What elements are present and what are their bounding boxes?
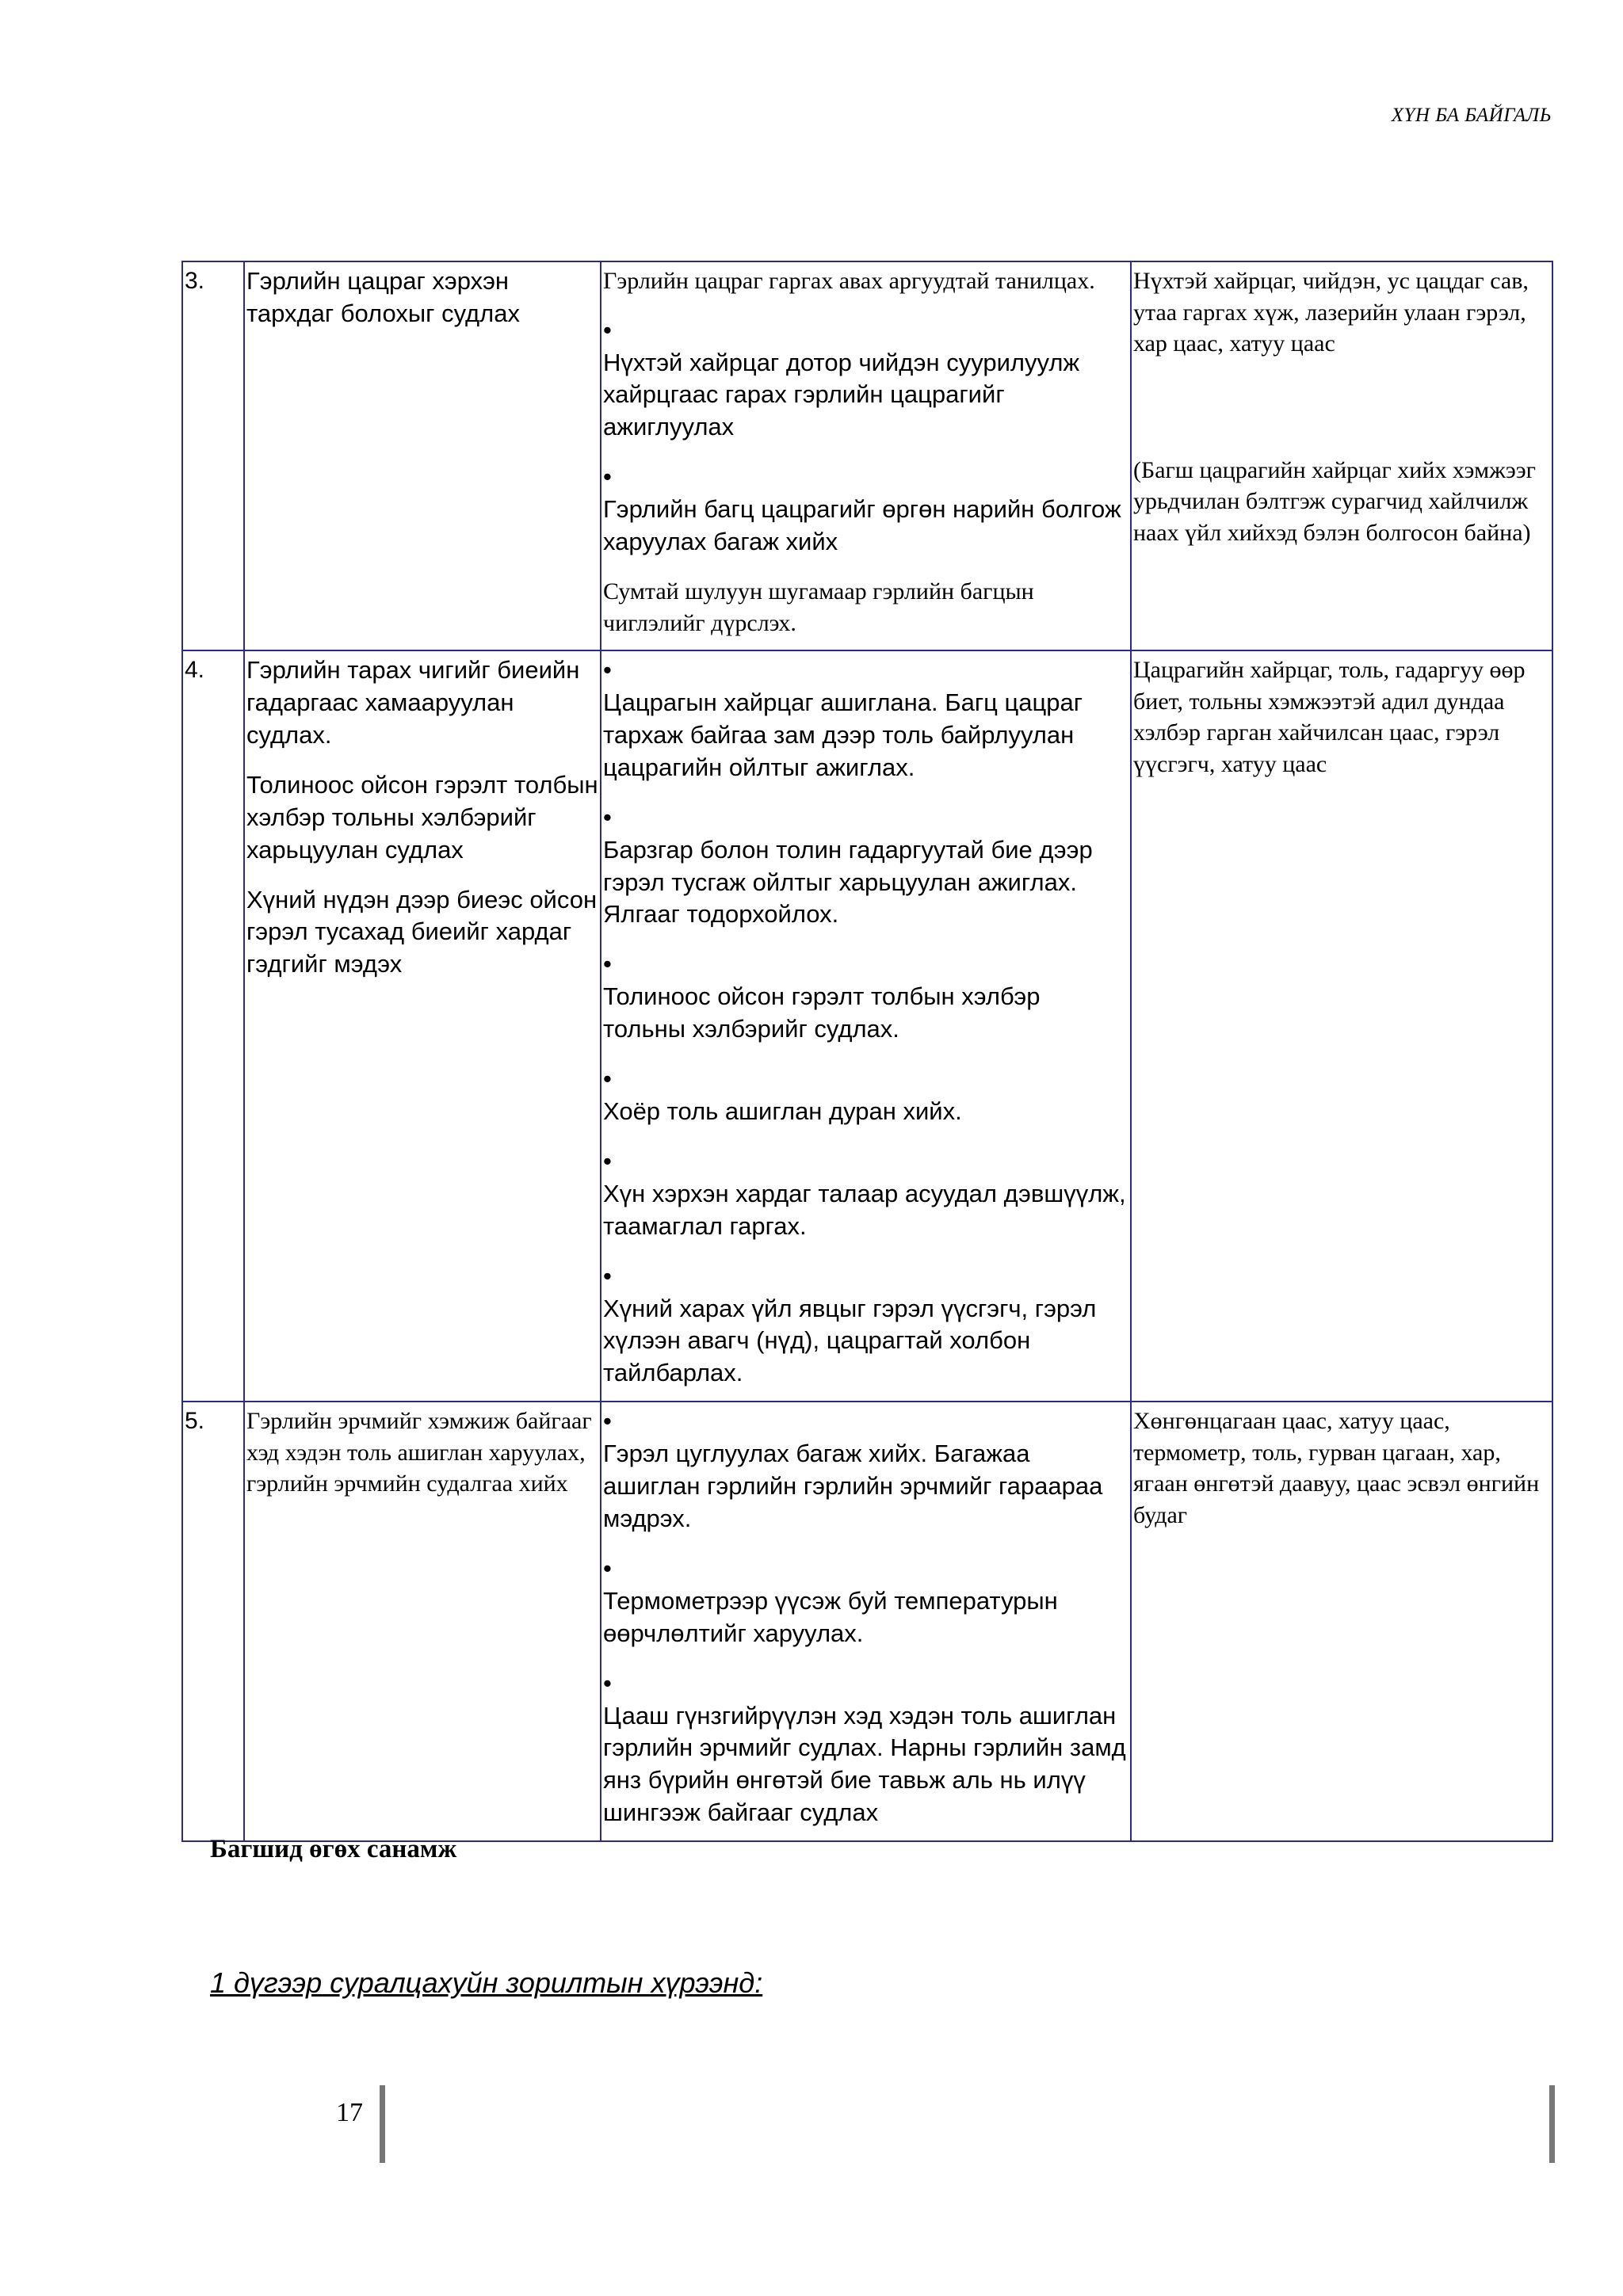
bullet-icon: •: [603, 315, 612, 344]
materials-note: (Багш цацрагийн хайрцаг хийх хэмжээг урьдчилан бэлтгэж сурагчид хайлчилж наах үйл хийхэд бэлэн болгосон байна): [1133, 456, 1536, 546]
objective-cell: [244, 650, 601, 1402]
activities-note: Сумтай шулуун шугамаар гэрлийн багцын чиглэлийг дүрслэх.: [603, 578, 1034, 636]
activity-text: Толиноос ойсон гэрэлт толбын хэлбэр тольны хэлбэрийг судлах.: [603, 982, 1041, 1043]
bullet-icon: •: [603, 1261, 612, 1290]
activity-item: [603, 802, 1128, 932]
table-row: [182, 261, 1552, 650]
activities-cell: [601, 261, 1131, 650]
bullet-icon: •: [603, 656, 612, 685]
activity-text: Хүний харах үйл явцыг гэрэл үүсгэгч, гэрэл хүлээн авагч (нүд), цацрагтай холбон тайлбарлах.: [603, 1294, 1097, 1387]
activity-item: [603, 1146, 1128, 1243]
activity-item: [603, 948, 1128, 1046]
activity-text: Нүхтэй хайрцаг дотор чийдэн суурилуулж хайрцгаас гарах гэрлийн цацрагийг ажиглуулах: [603, 348, 1080, 441]
table-row: [182, 1402, 1552, 1841]
activity-text: Цааш гүнзгийрүүлэн хэд хэдэн толь ашиглан гэрлийн эрчмийг судлах. Нарны гэрлийн замд янз бүрийн өнгөтэй бие тавьж аль нь илүү шингээж байгааг судлах: [603, 1701, 1126, 1827]
materials-cell: [1131, 650, 1552, 1402]
row-number: 3.: [182, 261, 244, 650]
activities-cell: [601, 650, 1131, 1402]
objective-text: Хүний нүдэн дээр биеэс ойсон гэрэл тусахад биеийг хардаг гэдгийг мэдэх: [246, 885, 598, 978]
activity-item: [603, 1553, 1128, 1650]
objective-cell: [244, 1402, 601, 1841]
activity-text: Барзгар болон толин гадаргуутай бие дээр гэрэл тусгаж ойлтыг харьцуулан ажиглах. Ялгааг тодорхойлох.: [603, 835, 1093, 929]
objective-text: Гэрлийн тарах чигийг биеийн гадаргаас хамааруулан судлах.: [246, 656, 580, 749]
activities-intro: Гэрлийн цацраг гаргах авах аргуудтай танилцах.: [603, 268, 1095, 294]
activity-text: Гэрлийн багц цацрагийг өргөн нарийн болгож харуулах багаж хийх: [603, 495, 1121, 556]
row-number: 5.: [182, 1402, 244, 1841]
activity-text: Термометрээр үүсэж буй температурын өөрчлөлтийг харуулах.: [603, 1586, 1058, 1647]
subsection-title: 1 дүгээр суралцахуйн зорилтын хүрээнд:: [210, 1966, 763, 1999]
materials-text: Нүхтэй хайрцаг, чийдэн, ус цацдаг сав, утаа гаргах хүж, лазерийн улаан гэрэл, хар цаас, хатуу цаас: [1133, 268, 1529, 357]
row-number: 4.: [182, 650, 244, 1402]
activity-item: [603, 315, 1128, 444]
materials-text: Хөнгөнцагаан цаас, хатуу цаас, термометр, толь, гурван цагаан, хар, ягаан өнгөтэй даавуу, цаас эсвэл өнгийн будаг: [1133, 1408, 1540, 1529]
activity-text: Гэрэл цуглуулах багаж хийх. Багажаа ашиглан гэрлийн гэрлийн эрчмийг гараараа мэдрэх.: [603, 1440, 1103, 1532]
footer-rule-right: [1549, 2085, 1555, 2163]
activity-text: Хүн хэрхэн хардаг талаар асуудал дэвшүүлж, таамаглал гаргах.: [603, 1179, 1126, 1240]
page-number: 17: [336, 2098, 363, 2127]
activity-item: [603, 654, 1128, 784]
activity-item: [603, 461, 1128, 559]
running-header: ХҮН БА БАЙГАЛЬ: [1391, 105, 1552, 126]
activity-text: Цацрагын хайрцаг ашиглана. Багц цацраг тархаж байгаа зам дээр толь байрлуулан цацрагийн ойлтыг ажиглах.: [603, 688, 1083, 781]
objective-text: Гэрлийн цацраг хэрхэн тархдаг болохыг судлах: [246, 267, 520, 327]
lesson-plan-table: [181, 261, 1553, 1842]
section-title: Багшид өгөх санамж: [210, 1835, 457, 1863]
materials-cell: [1131, 1402, 1552, 1841]
activities-cell: [601, 1402, 1131, 1841]
objective-text: Гэрлийн эрчмийг хэмжиж байгааг хэд хэдэн толь ашиглан харуулах, гэрлийн эрчмийн судалгаа хийх: [246, 1408, 592, 1497]
bullet-icon: •: [603, 1065, 612, 1093]
activity-text: Хоёр толь ашиглан дуран хийх.: [603, 1097, 962, 1125]
table-row: [182, 650, 1552, 1402]
bullet-icon: •: [603, 1554, 612, 1582]
activity-item: [603, 1405, 1128, 1535]
footer-rule-left: [380, 2085, 385, 2163]
bullet-icon: •: [603, 1146, 612, 1175]
activity-item: [603, 1063, 1128, 1128]
objective-cell: [244, 261, 601, 650]
activity-item: [603, 1668, 1128, 1830]
objective-text: Толиноос ойсон гэрэлт толбын хэлбэр тольны хэлбэрийг харьцуулан судлах: [246, 770, 598, 864]
materials-text: Цацрагийн хайрцаг, толь, гадаргуу өөр биет, тольны хэмжээтэй адил дундаа хэлбэр гарган хайчилсан цаас, гэрэл үүсгэгч, хатуу цаас: [1133, 657, 1526, 777]
bullet-icon: •: [603, 803, 612, 831]
bullet-icon: •: [603, 950, 612, 978]
bullet-icon: •: [603, 1669, 612, 1697]
materials-cell: [1131, 261, 1552, 650]
bullet-icon: •: [603, 463, 612, 491]
activity-item: [603, 1261, 1128, 1390]
bullet-icon: •: [603, 1407, 612, 1436]
